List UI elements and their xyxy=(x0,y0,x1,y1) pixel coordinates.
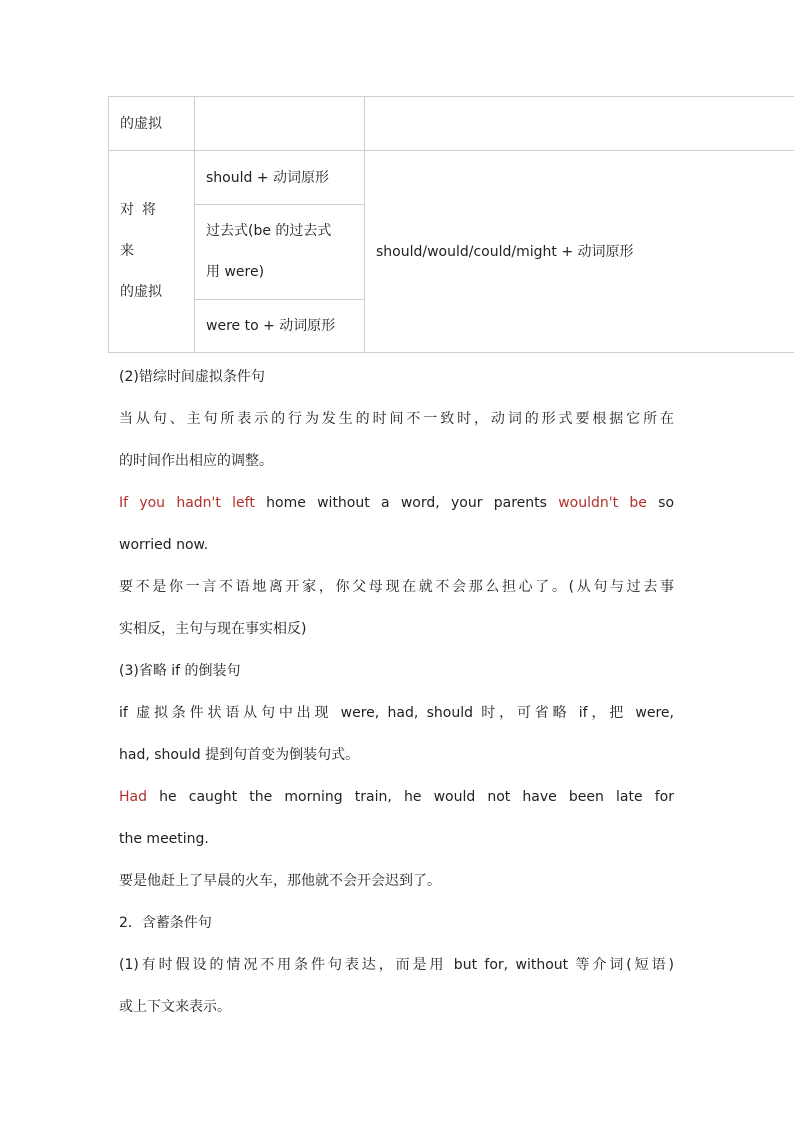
form-cell: were to + 动词原形 xyxy=(195,300,365,353)
implied-heading: 2．含蓄条件句 xyxy=(119,915,212,931)
form-cell: 过去式(be 的过去式 用 were) xyxy=(195,205,365,300)
mixed-heading: (2)错综时间虚拟条件句 xyxy=(119,369,265,385)
table-row xyxy=(109,151,794,205)
implied-explain-line1: (1)有时假设的情况不用条件句表达，而是用 but for, without 等介词(短语) xyxy=(119,957,674,973)
future-label-line2: 的虚拟 xyxy=(120,284,162,300)
inversion-heading: (3)省略 if 的倒装句 xyxy=(119,663,241,679)
result-cell xyxy=(365,97,794,151)
inversion-translation: 要是他赶上了早晨的火车，那他就不会开会迟到了。 xyxy=(119,873,441,889)
mixed-translation-line1: 要不是你一言不语地离开家，你父母现在就不会那么担心了。(从句与过去事 xyxy=(119,579,674,595)
inversion-example-line2: the meeting. xyxy=(119,831,209,847)
result-cell-future: should/would/could/might + 动词原形 xyxy=(365,151,794,353)
inversion-example-line1: Had he caught the morning train, he would not have been late for xyxy=(119,789,674,805)
form-cell xyxy=(195,97,365,151)
future-label-line1: 对将来 xyxy=(120,202,164,259)
inversion-explain-line2: had, should 提到句首变为倒装句式。 xyxy=(119,747,360,763)
subjunctive-table xyxy=(108,96,794,353)
mixed-example-line1: If you hadn't left home without a word, your parents wouldn't be so xyxy=(119,495,675,511)
inversion-explain-line1: if 虚拟条件状语从句中出现 were, had, should 时，可省略 if，把 were, xyxy=(119,705,674,721)
category-cell: 的虚拟 xyxy=(109,97,195,151)
mixed-example-line2: worried now. xyxy=(119,537,209,553)
table-row xyxy=(109,97,794,151)
mixed-translation-line2: 实相反，主句与现在事实相反) xyxy=(119,621,307,637)
document-body xyxy=(119,356,674,1028)
implied-explain-line2: 或上下文来表示。 xyxy=(119,999,231,1015)
category-cell-future xyxy=(109,151,195,353)
form-cell: should + 动词原形 xyxy=(195,151,365,205)
mixed-explain-line1: 当从句、主句所表示的行为发生的时间不一致时，动词的形式要根据它所在 xyxy=(119,411,674,427)
mixed-explain-line2: 的时间作出相应的调整。 xyxy=(119,453,273,469)
